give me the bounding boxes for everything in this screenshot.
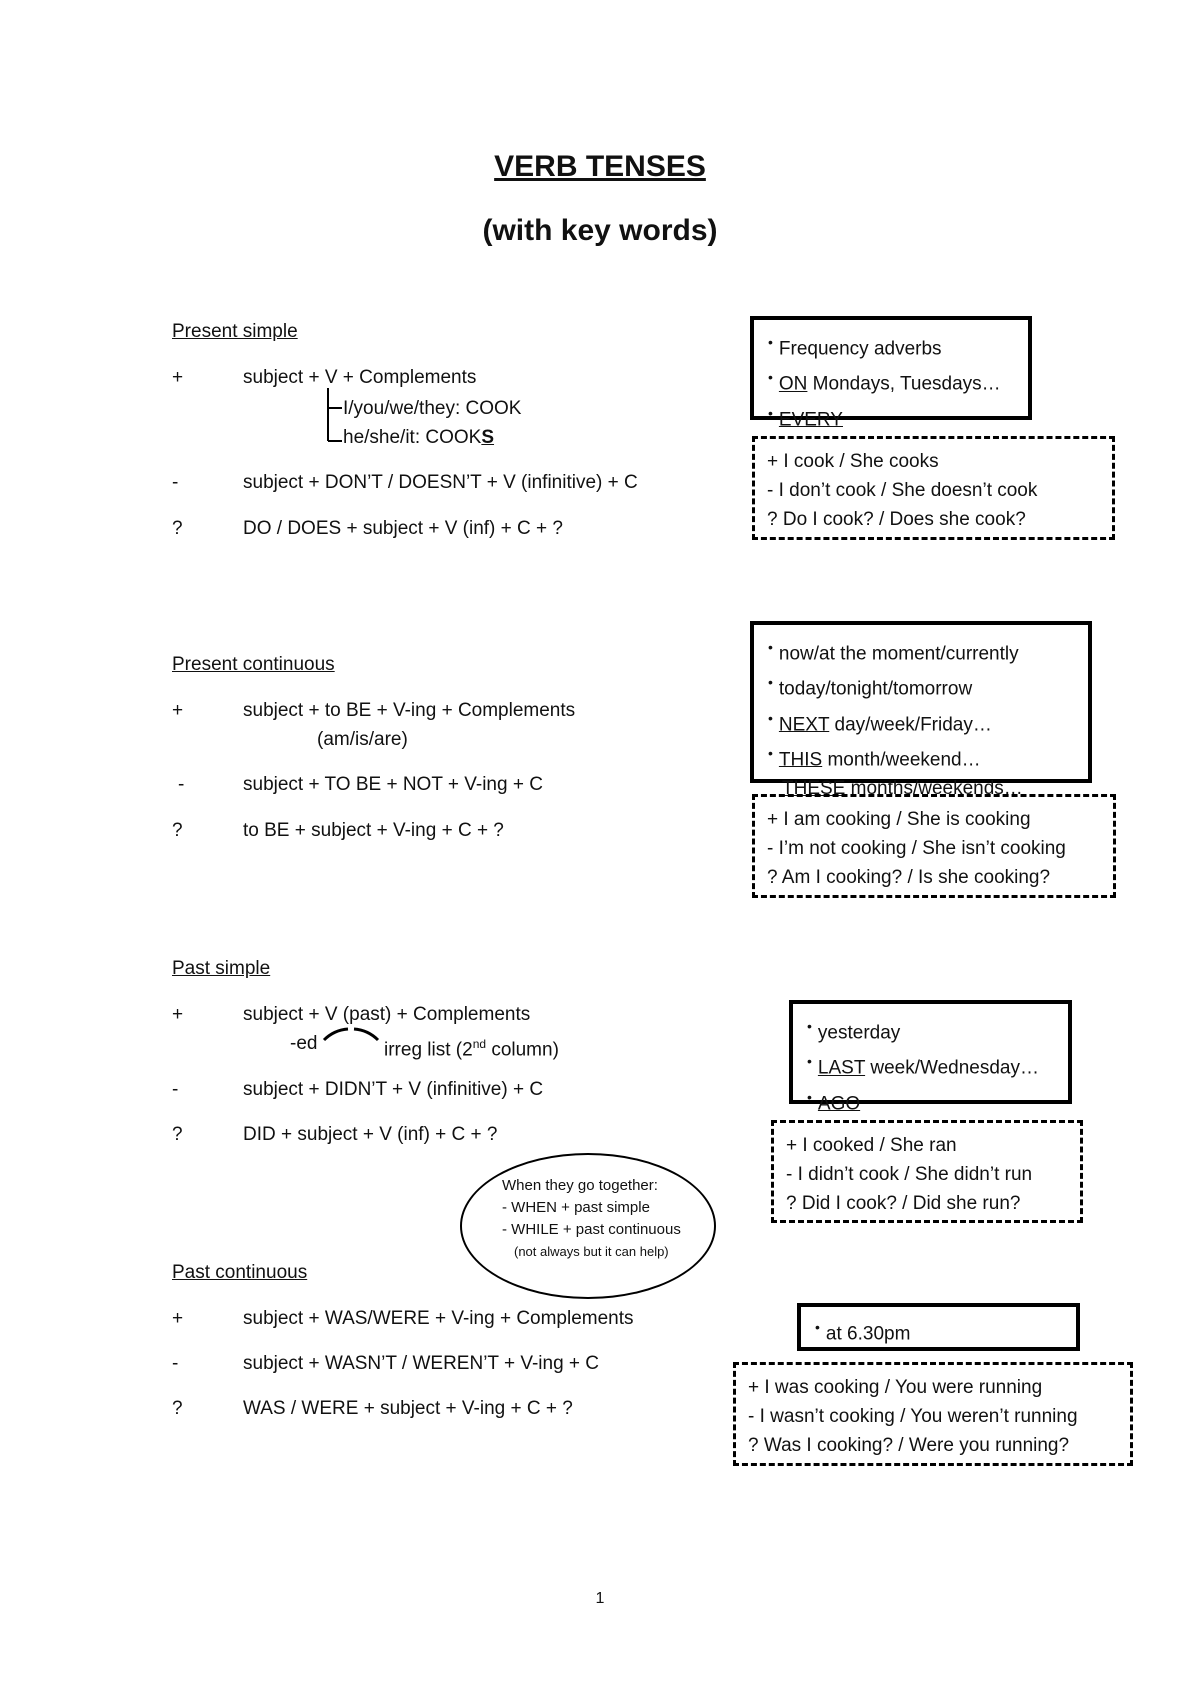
past-simple-regular-ending: -ed (290, 1033, 318, 1054)
together-note-oval (460, 1153, 716, 1299)
past-continuous-keywords-box (797, 1303, 1080, 1351)
keyword-line (807, 1012, 1054, 1047)
present-continuous-heading: Present continuous (172, 654, 335, 675)
past-simple-keywords-box (789, 1000, 1072, 1114)
bullet-icon: • (768, 369, 773, 386)
bullet-icon: • (807, 1053, 812, 1070)
example-affirmative: + I cook / She cooks (767, 451, 939, 472)
bullet-icon: • (768, 709, 773, 726)
past-continuous-negative: subject + WASN’T / WEREN’T + V-ing + C (243, 1353, 600, 1374)
keyword-line (807, 1083, 1054, 1118)
together-note-content (502, 1175, 681, 1263)
bullet-icon: • (768, 744, 773, 761)
bullet-icon: • (768, 334, 773, 350)
present-simple-negative: subject + DON’T / DOESN’T + V (infinitive) + C (243, 472, 638, 493)
bullet-icon: • (768, 404, 773, 421)
past-simple-heading: Past simple (172, 958, 271, 979)
present-continuous-examples-box (752, 794, 1116, 898)
keyword-text: Mondays, Tuesdays… (807, 373, 1001, 395)
example-question: ? Did I cook? / Did she run? (786, 1193, 1021, 1214)
bullet-icon: • (768, 674, 773, 691)
past-simple-question: DID + subject + V (inf) + C + ? (243, 1124, 498, 1145)
present-continuous-be-forms: (am/is/are) (317, 729, 408, 750)
keyword-emphasis: ON (778, 373, 808, 395)
keyword-text: at 6.30pm (825, 1323, 911, 1345)
present-continuous-question: to BE + subject + V-ing + C + ? (243, 820, 504, 841)
keyword-line (768, 399, 1014, 434)
keyword-emphasis: EVERY (778, 408, 843, 430)
together-note-when: - WHEN + past simple (502, 1199, 650, 1216)
past-simple-branch-lines (320, 1026, 382, 1044)
branch-base-text: he/she/it: COOK (343, 427, 482, 448)
keyword-emphasis: THESE (782, 778, 846, 800)
example-negative: - I don’t cook / She doesn’t cook (767, 480, 1038, 501)
keyword-line (768, 363, 1014, 398)
keyword-text: week/Wednesday… (865, 1057, 1039, 1079)
keyword-text: today/tonight/tomorrow (778, 678, 973, 700)
bullet-icon: • (768, 639, 773, 655)
together-note-caveat: (not always but it can help) (514, 1244, 669, 1259)
past-simple-examples-box (771, 1120, 1083, 1223)
keyword-text: now/at the moment/currently (778, 643, 1019, 665)
past-simple-plus-sign: + (172, 1004, 184, 1025)
present-continuous-plus-sign: + (172, 700, 184, 721)
page-subtitle: (with key words) (482, 214, 718, 247)
past-continuous-question: WAS / WERE + subject + V-ing + C + ? (243, 1398, 573, 1419)
example-affirmative: + I was cooking / You were running (748, 1377, 1043, 1398)
keyword-text: months/weekends… (845, 778, 1023, 800)
example-question: ? Am I cooking? / Is she cooking? (767, 867, 1051, 888)
example-negative: - I’m not cooking / She isn’t cooking (767, 838, 1066, 859)
present-continuous-question-sign: ? (172, 820, 183, 841)
together-note-heading: When they go together: (502, 1177, 658, 1194)
together-note-while: - WHILE + past continuous (502, 1221, 681, 1238)
present-simple-branch-plural: I/you/we/they: COOK (343, 398, 522, 419)
example-negative: - I didn’t cook / She didn’t run (786, 1164, 1033, 1185)
present-simple-branch-lines (322, 386, 344, 448)
present-simple-plus-sign: + (172, 367, 184, 388)
past-continuous-examples-box (733, 1362, 1133, 1466)
keyword-emphasis: THIS (778, 749, 823, 771)
example-negative: - I wasn’t cooking / You weren’t running (748, 1406, 1078, 1427)
present-continuous-keywords-box (750, 621, 1092, 800)
keyword-line (768, 704, 1074, 739)
past-simple-negative: subject + DIDN’T + V (infinitive) + C (243, 1079, 544, 1100)
past-continuous-heading: Past continuous (172, 1262, 308, 1283)
irregular-text: irreg list (2 (384, 1039, 473, 1061)
keyword-line (768, 668, 1074, 703)
keyword-text: month/weekend… (822, 749, 981, 771)
present-simple-question: DO / DOES + subject + V (inf) + C + ? (243, 518, 563, 539)
keyword-text: yesterday (817, 1022, 901, 1044)
example-question: ? Was I cooking? / Were you running? (748, 1435, 1070, 1456)
keyword-emphasis: NEXT (778, 713, 830, 735)
keyword-text: day/week/Friday… (829, 713, 992, 735)
present-simple-branch-third-person (343, 427, 494, 449)
past-continuous-plus-sign: + (172, 1308, 184, 1329)
bullet-icon: • (807, 1018, 812, 1034)
past-simple-minus-sign: - (172, 1079, 179, 1100)
past-simple-question-sign: ? (172, 1124, 183, 1145)
ordinal-suffix: nd (472, 1037, 487, 1051)
branch-s-suffix: S (481, 427, 495, 448)
present-simple-question-sign: ? (172, 518, 183, 539)
past-continuous-minus-sign: - (172, 1353, 179, 1374)
past-simple-affirmative: subject + V (past) + Complements (243, 1004, 531, 1025)
page-number: 1 (595, 1590, 605, 1607)
keyword-line (768, 328, 1014, 363)
bullet-icon: • (807, 1088, 812, 1105)
past-simple-irregular-note (384, 1033, 559, 1061)
keyword-line (768, 739, 1074, 774)
keyword-emphasis: LAST (817, 1057, 866, 1079)
present-simple-minus-sign: - (172, 472, 179, 493)
keyword-line (768, 633, 1074, 668)
keyword-line (815, 1313, 1062, 1348)
keyword-line (807, 1047, 1054, 1082)
example-affirmative: + I cooked / She ran (786, 1135, 957, 1156)
bullet-icon: • (815, 1319, 820, 1335)
past-continuous-affirmative: subject + WAS/WERE + V-ing + Complements (243, 1308, 634, 1329)
present-simple-examples-box (752, 436, 1115, 540)
present-continuous-affirmative: subject + to BE + V-ing + Complements (243, 700, 576, 721)
present-simple-heading: Present simple (172, 321, 298, 342)
example-question: ? Do I cook? / Does she cook? (767, 509, 1026, 530)
example-affirmative: + I am cooking / She is cooking (767, 809, 1031, 830)
present-continuous-minus-sign: - (178, 774, 185, 795)
present-simple-keywords-box (750, 316, 1032, 430)
keyword-text: Frequency adverbs (778, 338, 942, 360)
present-continuous-negative: subject + TO BE + NOT + V-ing + C (243, 774, 543, 795)
page-title: VERB TENSES (494, 150, 706, 183)
irregular-text-end: column) (486, 1039, 559, 1061)
present-simple-affirmative: subject + V + Complements (243, 367, 477, 388)
past-continuous-question-sign: ? (172, 1398, 183, 1419)
keyword-emphasis: AGO (817, 1092, 861, 1114)
